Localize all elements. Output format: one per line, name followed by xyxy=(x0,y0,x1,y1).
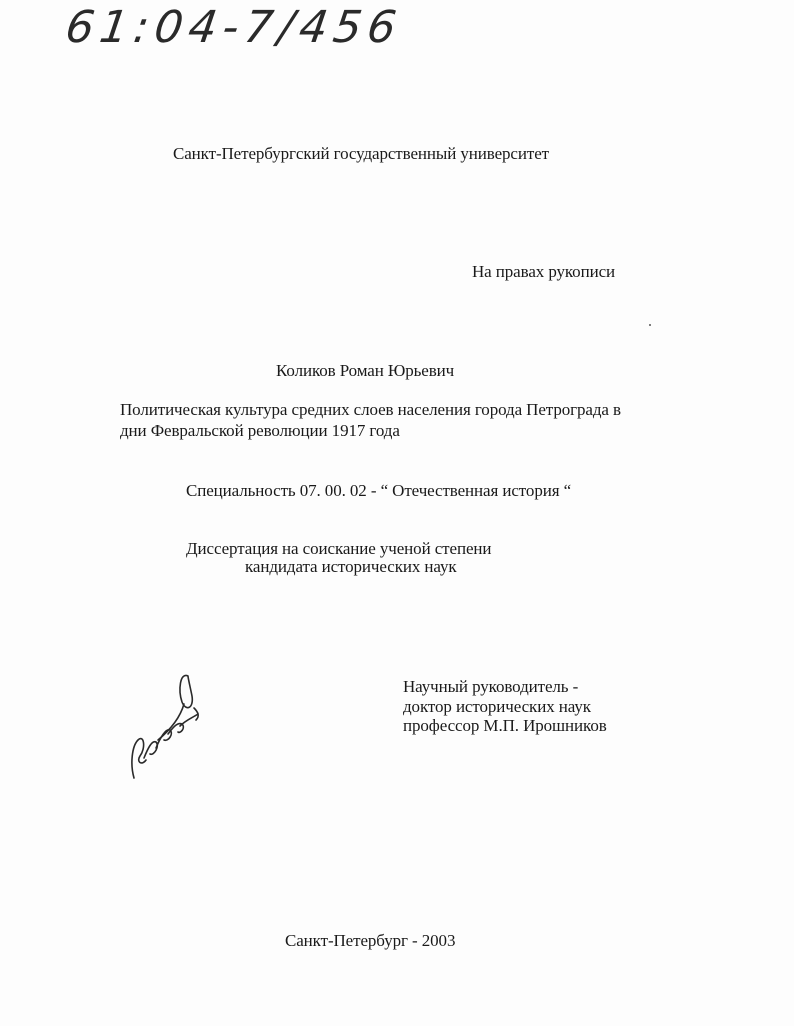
scan-speck xyxy=(649,324,651,326)
dissertation-title-line-1: Политическая культура средних слоев населения города Петрограда в xyxy=(120,400,621,419)
rights-note: На правах рукописи xyxy=(472,262,616,281)
degree-line-1: Диссертация на соискание ученой степени xyxy=(186,539,492,558)
signature-icon xyxy=(122,668,212,783)
author-name: Коликов Роман Юрьевич xyxy=(276,361,455,380)
specialty-line: Специальность 07. 00. 02 - “ Отечественная история “ xyxy=(186,481,572,500)
supervisor-line-3: профессор М.П. Ирошников xyxy=(403,716,607,735)
supervisor-line-2: доктор исторических наук xyxy=(403,697,591,716)
university-name: Санкт-Петербургский государственный университет xyxy=(173,144,549,163)
degree-line-2: кандидата исторических наук xyxy=(245,557,457,576)
city-and-year: Санкт-Петербург - 2003 xyxy=(285,931,456,950)
supervisor-line-1: Научный руководитель - xyxy=(403,677,579,696)
dissertation-title-line-2: дни Февральской революции 1917 года xyxy=(120,421,400,440)
handwritten-archive-number: 61:04-7/456 xyxy=(62,2,406,53)
